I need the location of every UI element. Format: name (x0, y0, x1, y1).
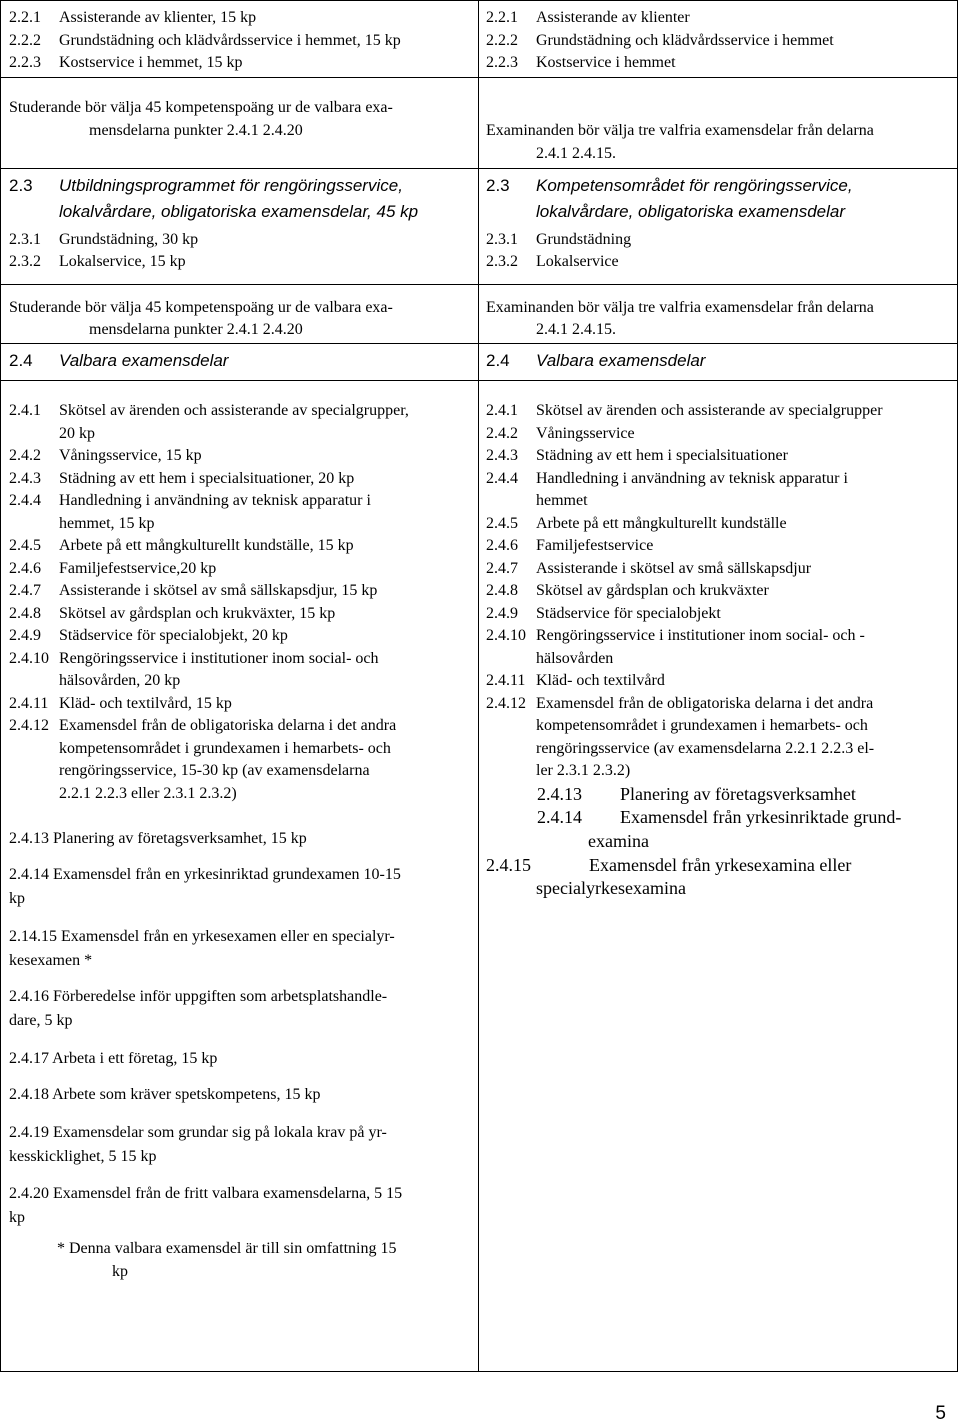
left-sec24-entry-cont: dare, 5 kp (9, 1012, 73, 1029)
item-number: 2.4.1 (9, 402, 41, 419)
page-number: 5 (935, 1403, 946, 1424)
item-text: Städservice för specialobjekt (536, 604, 721, 622)
table-border-top (0, 0, 958, 1)
item-text: Arbete på ett mångkulturellt kundställe (536, 514, 787, 532)
item-number: 2.4.14 (537, 807, 582, 827)
item-text: Skötsel av gårdsplan och krukväxter (536, 582, 769, 599)
left-note-2-line1: Studerande bör välja 45 kompetenspoäng ur de valbara exa- (9, 299, 393, 316)
right-sec24-line (486, 490, 588, 513)
item-number: 2.4.9 (9, 627, 41, 644)
left-sec24-line (9, 468, 354, 491)
right-item-2-3-1: 2.3.1 Grundstädning (486, 231, 632, 248)
left-footnote-line2: kp (112, 1263, 128, 1280)
left-sec24-line (9, 603, 335, 626)
left-note-1-line2: mensdelarna punkter 2.4.1 2.4.20 (89, 122, 303, 139)
item-text: 20 kp (59, 424, 95, 442)
left-sec24-entry: 2.4.19 Examensdelar som grundar sig på lokala krav på yr- (9, 1124, 387, 1141)
left-item-2-2-1: 2.2.1 Assisterande av klienter, 15 kp (9, 9, 257, 26)
row-divider (0, 77, 958, 78)
right-sec24-big-line (588, 830, 649, 853)
left-sec24-line (9, 513, 155, 536)
left-sec24-entry-cont: kesexamen * (9, 952, 93, 969)
item-text: Assisterande i skötsel av små sällskapsdjur (536, 559, 812, 577)
left-sec24-line (9, 400, 409, 423)
item-number: 2.4.7 (9, 582, 41, 599)
item-text: Rengöringsservice i institutioner inom social- och (59, 649, 379, 667)
item-number: 2.4.2 (9, 447, 41, 464)
right-sec24-line (486, 715, 868, 738)
item-number: 2.4.11 (486, 672, 526, 689)
item-text: rengöringsservice, 15-30 kp (av examensdelarna (59, 762, 370, 779)
item-number: 2.4.11 (9, 694, 49, 712)
item-text: kompetensområdet i grundexamen i hemarbets- och (59, 739, 391, 757)
left-sec24-heading: 2.4 Valbara examensdelar (9, 351, 229, 370)
right-item-2-3-2: 2.3.2 Lokalservice (486, 253, 619, 270)
right-note-2-line2: 2.4.1 2.4.15. (536, 321, 616, 338)
right-item-2-4-15: 2.4.15 Examensdel från yrkesexamina eller (486, 855, 852, 875)
left-sec24-line (9, 558, 216, 581)
item-text: Städning av ett hem i specialsituationer (536, 447, 788, 464)
item-text: 2.2.1 2.2.3 eller 2.3.1 2.3.2) (59, 784, 237, 802)
left-item-2-2-2: 2.2.2 Grundstädning och klädvårdsservice i hemmet, 15 kp (9, 32, 401, 49)
left-sec24-line (9, 648, 379, 671)
item-number: 2.4.3 (9, 469, 41, 487)
item-text: Handledning i användning av teknisk apparatur i (59, 492, 371, 509)
item-number: 2.4.4 (486, 469, 518, 487)
left-sec24-entry-cont: kp (9, 890, 25, 907)
item-text: Våningsservice, 15 kp (59, 447, 202, 464)
item-text: examina (588, 831, 649, 851)
left-sec24-entry: 2.14.15 Examensdel från en yrkesexamen eller en specialyr- (9, 928, 395, 945)
left-sec24-line (9, 625, 288, 648)
left-item-2-2-3: 2.2.3 Kostservice i hemmet, 15 kp (9, 54, 243, 71)
item-number: 2.4.8 (9, 604, 41, 622)
item-text: Städning av ett hem i specialsituationer, 20 kp (59, 469, 355, 487)
item-number: 2.4.2 (486, 424, 518, 442)
table-border-right (957, 0, 958, 1371)
item-number: 2.4.3 (486, 447, 518, 464)
table-border-left (0, 0, 1, 1371)
right-note-2-line1: Examinanden bör välja tre valfria examensdelar från delarna (486, 299, 874, 316)
left-sec24-entry: 2.4.17 Arbeta i ett företag, 15 kp (9, 1050, 218, 1067)
right-sec23-heading: 2.3 Kompetensområdet för rengöringsservice, (486, 176, 853, 195)
right-sec24-line (486, 670, 665, 693)
item-text: Rengöringsservice i institutioner inom social- och - (536, 627, 865, 644)
left-sec24-line (9, 738, 391, 761)
left-sec24-entry: 2.4.20 Examensdel från de fritt valbara examensdelarna, 5 15 (9, 1185, 403, 1202)
left-footnote-line1: * Denna valbara examensdel är till sin omfattning 15 (57, 1240, 397, 1257)
left-sec24-line (9, 693, 232, 716)
right-item-2-2-3: 2.2.3 Kostservice i hemmet (486, 54, 676, 71)
item-text: Skötsel av gårdsplan och krukväxter, 15 kp (59, 604, 336, 622)
right-item-2-2-1: 2.2.1 Assisterande av klienter (486, 9, 690, 26)
right-sec24-line (486, 625, 865, 648)
item-text: Familjefestservice (536, 537, 654, 554)
item-text: rengöringsservice (av examensdelarna 2.2.1 2.2.3 el- (536, 739, 875, 757)
right-sec24-big-line (537, 783, 856, 806)
left-sec24-entry: 2.4.14 Examensdel från en yrkesinriktad grundexamen 10-15 (9, 866, 401, 883)
item-number: 2.4.1 (486, 402, 518, 419)
item-text: Städservice för specialobjekt, 20 kp (59, 627, 288, 644)
right-sec24-line (486, 603, 721, 626)
item-text: hälsovården (536, 649, 614, 667)
left-note-2-line2: mensdelarna punkter 2.4.1 2.4.20 (89, 321, 303, 338)
right-sec24-line (486, 535, 653, 558)
right-sec24-line (486, 423, 635, 446)
item-text: Arbete på ett mångkulturellt kundställe, 15 kp (59, 537, 354, 554)
left-item-2-3-1: 2.3.1 Grundstädning, 30 kp (9, 231, 199, 248)
item-number: 2.4.5 (9, 537, 41, 554)
table-border-bottom (0, 1371, 958, 1372)
item-number: 2.4.4 (9, 492, 41, 509)
item-text: Familjefestservice,20 kp (59, 559, 217, 577)
right-sec24-heading: 2.4 Valbara examensdelar (486, 351, 706, 370)
right-sec24-line (486, 648, 613, 671)
left-sec24-line (9, 535, 354, 558)
item-text: Skötsel av ärenden och assisterande av specialgrupper (536, 402, 883, 419)
item-text: hemmet (536, 492, 588, 509)
item-text: Examensdel från de obligatoriska delarna i det andra (536, 694, 874, 712)
right-sec24-line (486, 513, 787, 536)
row-divider (0, 168, 958, 169)
left-sec23-heading: 2.3 Utbildningsprogrammet för rengöringsservice, (9, 176, 403, 195)
row-divider (0, 343, 958, 344)
item-number: 2.4.8 (486, 582, 518, 599)
item-text: Assisterande i skötsel av små sällskapsdjur, 15 kp (59, 582, 378, 599)
right-item-2-2-2: 2.2.2 Grundstädning och klädvårdsservice i hemmet (486, 32, 834, 49)
item-text: Handledning i användning av teknisk apparatur i (536, 469, 848, 487)
item-number: 2.4.6 (9, 559, 41, 577)
right-sec24-big-line (537, 806, 901, 829)
item-text: Examensdel från de obligatoriska delarna i det andra (59, 717, 397, 734)
left-sec23-heading-line2: lokalvårdare, obligatoriska examensdelar, 45 kp (59, 202, 419, 221)
right-sec24-line (486, 468, 848, 491)
left-note-1-line1: Studerande bör välja 45 kompetenspoäng ur de valbara exa- (9, 99, 393, 116)
item-number: 2.4.13 (537, 784, 582, 804)
left-sec24-line (9, 580, 377, 603)
right-item-2-4-15-line2: specialyrkesexamina (536, 878, 686, 898)
right-sec24-line (486, 400, 883, 423)
item-text: Skötsel av ärenden och assisterande av specialgrupper, (59, 402, 409, 419)
left-sec24-line (9, 715, 396, 738)
left-sec24-entry-cont: kp (9, 1209, 25, 1226)
left-sec24-entry-cont: kesskicklighet, 5 15 kp (9, 1148, 157, 1165)
item-text: hälsovården, 20 kp (59, 672, 181, 689)
right-sec24-line (486, 693, 873, 716)
left-item-2-3-2: 2.3.2 Lokalservice, 15 kp (9, 253, 186, 270)
left-sec24-entry: 2.4.16 Förberedelse inför uppgiften som arbetsplatshandle- (9, 988, 388, 1005)
item-number: 2.4.5 (486, 514, 518, 532)
item-text: Våningsservice (536, 424, 635, 442)
item-text: Kläd- och textilvård, 15 kp (59, 694, 232, 712)
table-column-divider (478, 0, 479, 1371)
item-number: 2.4.9 (486, 604, 518, 622)
left-sec24-line (9, 783, 237, 806)
right-sec24-line (486, 760, 630, 783)
item-number: 2.4.10 (486, 627, 526, 644)
item-number: 2.4.6 (486, 537, 518, 554)
left-sec24-line (9, 490, 371, 513)
item-text: hemmet, 15 kp (59, 514, 155, 532)
right-sec24-line (486, 445, 788, 468)
right-sec23-heading-line2: lokalvårdare, obligatoriska examensdelar (536, 202, 845, 221)
item-text: kompetensområdet i grundexamen i hemarbets- och (536, 717, 868, 734)
left-sec24-entry: 2.4.18 Arbete som kräver spetskompetens, 15 kp (9, 1086, 321, 1103)
left-sec24-line (9, 445, 202, 468)
left-sec24-line (9, 670, 180, 693)
item-text: ler 2.3.1 2.3.2) (536, 762, 631, 779)
row-divider (0, 380, 958, 381)
item-text: Examensdel från yrkesinriktade grund- (620, 807, 902, 827)
item-text: Kläd- och textilvård (536, 672, 665, 689)
left-sec24-entry: 2.4.13 Planering av företagsverksamhet, 15 kp (9, 830, 307, 847)
right-note-1-line1: Examinanden bör välja tre valfria examensdelar från delarna (486, 122, 874, 139)
item-number: 2.4.12 (9, 717, 49, 734)
row-divider (0, 284, 958, 285)
item-text: Planering av företagsverksamhet (620, 784, 856, 804)
item-number: 2.4.10 (9, 649, 49, 667)
left-sec24-line (9, 423, 95, 446)
right-sec24-line (486, 558, 811, 581)
left-sec24-line (9, 760, 370, 783)
item-number: 2.4.12 (486, 694, 526, 712)
right-sec24-line (486, 580, 769, 603)
right-note-1-line2: 2.4.1 2.4.15. (536, 145, 616, 162)
right-sec24-line (486, 738, 874, 761)
item-number: 2.4.7 (486, 559, 518, 577)
